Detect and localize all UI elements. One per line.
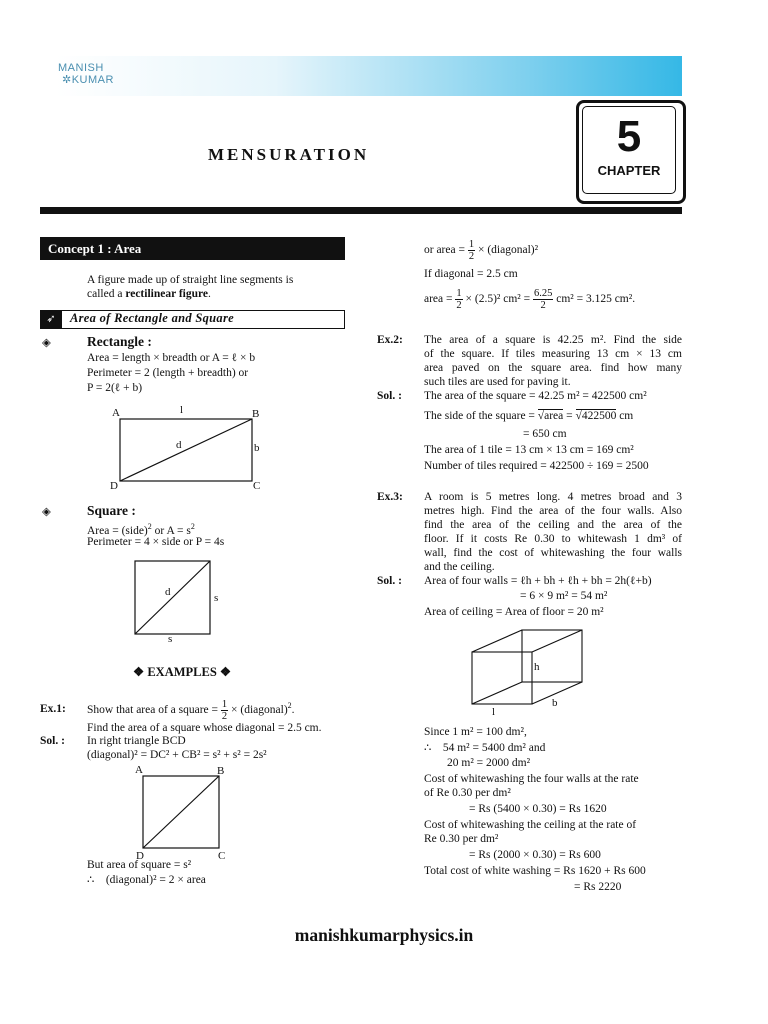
ex3-sol-line-6: 20 m² = 2000 dm² [447,757,531,769]
ex3-sol-line-11: Re 0.30 per dm² [424,833,499,845]
ex1-sol-line-2: (diagonal)² = DC² + CB² = s² + s² = 2s² [87,749,267,761]
ex1-sol-line-1: In right triangle BCD [87,735,186,747]
fraction-numerator: 1 [456,287,462,299]
ex3-sol-line-7: Cost of whitewashing the four walls at the rate [424,773,639,785]
logo-line-1: MANISH [58,62,104,74]
rectangle-heading: Rectangle : [87,334,152,349]
therefore-symbol: ∴ [424,742,432,754]
ex1-question-text-2: × (diagonal) [231,703,288,716]
fraction-numerator: 1 [221,698,228,710]
ex3-sol-line-9: = Rs (5400 × 0.30) = Rs 1620 [469,803,607,815]
right-line-3-text-2: × (2.5)² cm² = [465,293,531,305]
label-length: l [180,404,184,416]
ex3-sol-line-5 [424,741,545,755]
cuboid-figure [462,622,592,720]
cuboid-edge [532,630,582,652]
ex3-sol-line-14: = Rs 2220 [574,881,622,893]
fraction-denominator: 2 [456,299,462,311]
cuboid-edge [472,682,522,704]
triangle-figure [128,762,238,862]
ex2-sol-line-1: The area of the square = 42.25 m² = 422500 cm² [424,390,647,402]
square-diagonal [135,561,210,634]
fraction-denominator: 2 [540,299,546,311]
chapter-box-inner [582,106,676,194]
ex2-question-line: area paved on the square area. find how many [424,362,682,374]
concept-heading: Concept 1 : Area [40,237,345,260]
intro-line-1: A figure made up of straight line segments is [87,274,294,286]
ex3-question-line: wall, find the cost of whitewashing the four walls [424,547,682,559]
ex3-sol-line-4: Since 1 m² = 100 dm², [424,726,527,738]
label-diagonal: d [176,439,182,451]
ex2-question-line: such tiles are used for paving it. [424,376,571,388]
right-line-2: If diagonal = 2.5 cm [424,268,518,280]
ex3-sol-line-8: of Re 0.30 per dm² [424,787,511,799]
ex2-sol-line-3: = 650 cm [523,428,567,440]
cuboid-front-face [472,652,532,704]
ex2-label: Ex.2: [377,334,403,346]
ex1-sol-line-4 [87,873,206,887]
sqrt-radicand: 422500 [581,410,617,422]
label-b: B [252,408,260,420]
ex3-sol-line-2: = 6 × 9 m² = 54 m² [520,590,608,602]
ex1-period: . [291,703,295,716]
ex3-question-line: floor. If it costs Re 0.30 to whitewash 1 dm³ of [424,533,682,545]
square-diagonal [143,776,219,848]
ex3-sol-line-10: Cost of whitewashing the ceiling at the rate of [424,819,637,831]
label-d: D [110,480,118,492]
ex3-sol-line-12: = Rs (2000 × 0.30) = Rs 600 [469,849,601,861]
label-side: s [168,633,173,645]
label-a: A [112,407,120,419]
fraction [468,239,475,262]
chapter-number: 5 [616,112,642,161]
ex1-sol-label: Sol. : [40,735,65,747]
intro-period: . [208,288,211,300]
ex3-question-line: and the ceiling. [424,561,495,573]
rectangle-figure [105,400,275,495]
diamond-bullet-icon: ◈ [42,506,51,518]
fraction [221,699,228,722]
ex1-question-line-2: Find the area of a square whose diagonal = 2.5 cm. [87,722,322,734]
label-breadth: b [552,697,558,709]
ex3-sol-label: Sol. : [377,575,402,587]
fraction-denominator: 2 [468,250,475,262]
label-d: D [136,850,144,862]
right-line-1 [424,237,538,263]
label-side: s [214,592,219,604]
fraction [533,288,553,311]
right-line-1-text-2: × (diagonal)² [477,244,539,256]
footer-website: manishkumarphysics.in [294,925,474,945]
ex2-sol-line-2-text: The side of the square = [424,410,535,422]
ex3-sol-line-5-text: 54 m² = 5400 dm² and [442,742,546,754]
label-breadth: b [254,442,260,454]
ex1-label-text: Ex.1 [40,703,63,715]
equals-sign: = [566,410,573,422]
fraction [455,288,462,311]
sqrt-radicand: area [544,410,564,422]
ex3-sol-line-13: Total cost of white washing = Rs 1620 + Rs 600 [424,865,646,877]
label-height: h [534,661,540,673]
superscript: 2 [147,522,152,531]
square-figure [125,555,235,645]
ex1-sol-line-4-text: (diagonal)² = 2 × area [105,874,206,886]
ex2-question-line: of the square. If tiles measuring 13 cm × 13 cm [424,348,682,360]
cuboid-edge [472,630,522,652]
intro-line-2 [87,287,211,301]
ex3-question-line: find the area of the ceiling and the area of the [424,519,682,531]
ex1-question-text: Show that area of a square = [87,703,219,716]
square-line-2: Perimeter = 4 × side or P = 4s [87,536,225,548]
right-line-1-text: or area = [424,244,465,256]
label-c: C [253,480,261,492]
superscript: 2 [190,522,195,531]
ex2-sol-line-4: The area of 1 tile = 13 cm × 13 cm = 169 cm² [424,444,634,456]
intro-text: called a [87,288,126,300]
rectangle-diagonal [120,419,252,481]
cuboid-back-face [522,630,582,682]
flying-bird-icon: ➶ [40,310,62,329]
ex3-label: Ex.3: [377,491,403,503]
right-line-3-text-3: cm² = 3.125 cm². [556,293,636,305]
fraction-numerator: 1 [468,238,475,250]
ex1-label: Ex.1: [40,703,66,715]
header-banner [56,56,682,96]
ex3-question [424,490,682,574]
ex1-question-line-1 [87,694,295,722]
ex2-question [424,333,682,389]
label-length: l [492,706,496,718]
ex3-question-line: metres high. Find the area of the four walls. Also [424,505,682,517]
logo [58,62,114,86]
logo-line-2: ✲KUMAR [62,74,114,86]
ex2-question-line: The area of a square is 42.25 m². Find the side [424,334,682,346]
logo-line-2-text: KUMAR [71,74,114,86]
rectangle-line-1: Area = length × breadth or A = ℓ × b [87,352,256,364]
superscript: 2 [287,701,292,710]
therefore-symbol: ∴ [87,874,95,886]
diamond-bullet-icon: ◈ [42,337,51,349]
right-line-3 [424,286,635,312]
unit: cm [619,410,634,422]
square-area-text-2: or A = s [151,524,191,537]
ex3-question-line: A room is 5 metres long. 4 metres broad and 3 [424,491,682,503]
ex3-sol-line-1: Area of four walls = ℓh + bh + ℓh + bh = 2h(ℓ+b) [424,575,652,587]
examples-heading: ❖ EXAMPLES ❖ [133,665,232,679]
sqrt-symbol: √area [537,410,564,422]
ex2-sol-line-2 [424,409,633,423]
ex3-label-text: Ex.3 [377,491,400,503]
label-diagonal: d [165,586,171,598]
square-heading: Square : [87,503,136,518]
label-c: C [218,850,226,862]
ex2-sol-line-5: Number of tiles required = 422500 ÷ 169 = 2500 [424,460,649,472]
page-title: MENSURATION [208,145,370,164]
ex2-sol-label: Sol. : [377,390,402,402]
label-b: B [217,765,225,777]
sqrt-symbol: √422500 [575,410,617,422]
rectangle-line-3: P = 2(ℓ + b) [87,382,143,394]
chapter-label: CHAPTER [597,163,661,178]
ex1-sol-line-3: But area of square = s² [87,859,192,871]
square-area-text: Area = (side) [87,524,148,537]
fraction-numerator: 6.25 [533,287,553,299]
section-heading: Area of Rectangle and Square [70,311,234,325]
intro-bold-term: rectilinear figure [125,288,209,300]
fraction-denominator: 2 [221,710,228,722]
header-rule [40,207,682,214]
right-line-3-text: area = [424,293,453,305]
rectangle-line-2: Perimeter = 2 (length + breadth) or [87,367,249,379]
ex3-sol-line-3: Area of ceiling = Area of floor = 20 m² [424,606,604,618]
ex2-label-text: Ex.2 [377,334,400,346]
label-a: A [135,764,143,776]
